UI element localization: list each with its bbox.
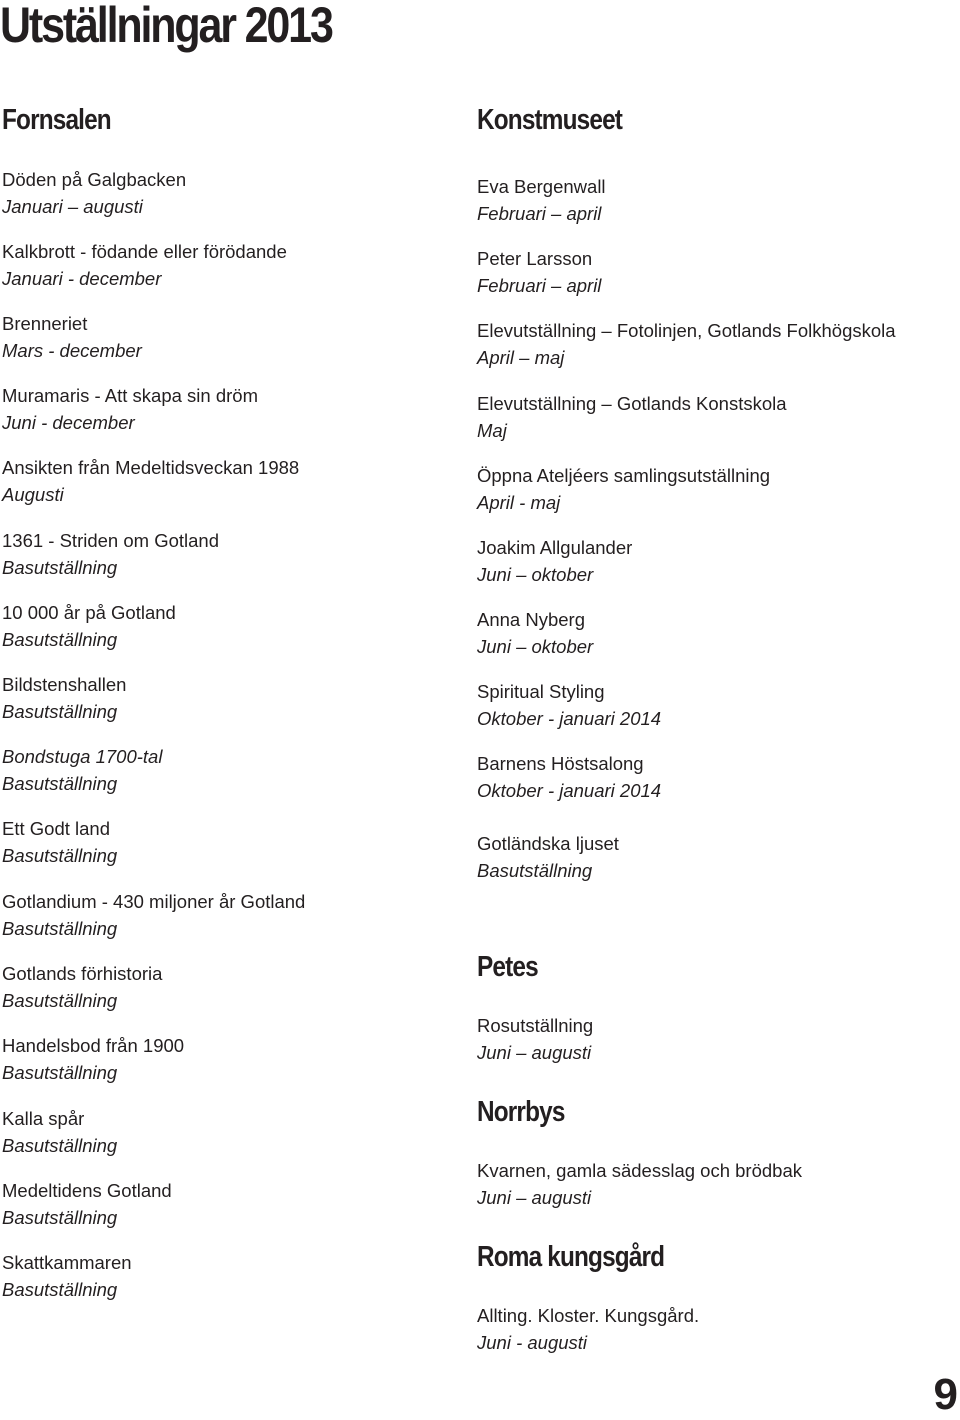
- exhibition-title: Kalla spår: [2, 1108, 85, 1129]
- list-item: [2, 238, 287, 292]
- exhibition-date: Juni - augusti: [477, 1332, 588, 1353]
- list-item: [2, 743, 162, 797]
- section-heading-petes: Petes: [477, 951, 538, 983]
- exhibition-date: Juni – augusti: [477, 1187, 592, 1208]
- exhibition-date: Maj: [477, 420, 507, 441]
- exhibition-title: Ansikten från Medeltidsveckan 1988: [2, 457, 300, 478]
- exhibition-date: Augusti: [2, 484, 64, 505]
- section-heading-konstmuseet: Konstmuseet: [477, 104, 623, 136]
- list-item: [477, 317, 896, 371]
- exhibition-title: Muramaris - Att skapa sin dröm: [2, 385, 258, 406]
- exhibition-title: Rosutställning: [477, 1015, 594, 1036]
- list-item: [2, 1177, 172, 1231]
- list-item: [2, 1105, 117, 1159]
- list-item: [2, 888, 305, 942]
- exhibition-date: Januari - december: [2, 268, 162, 289]
- list-item: [477, 606, 593, 660]
- exhibition-date: Februari – april: [477, 203, 602, 224]
- exhibition-date: Juni - december: [2, 412, 135, 433]
- exhibition-date: Oktober - januari 2014: [477, 780, 662, 801]
- section-heading-norrbys: Norrbys: [477, 1096, 565, 1128]
- exhibition-date: Februari – april: [477, 275, 602, 296]
- exhibition-title: Eva Bergenwall: [477, 176, 606, 197]
- exhibition-title: Skattkammaren: [2, 1252, 132, 1273]
- list-item: [2, 166, 186, 220]
- list-item: [2, 527, 219, 581]
- exhibition-title: Gotlands förhistoria: [2, 963, 163, 984]
- section-heading-fornsalen: Fornsalen: [2, 104, 111, 136]
- list-item: [2, 671, 126, 725]
- list-item: [2, 454, 299, 508]
- list-item: [2, 1032, 184, 1086]
- exhibition-date: Mars - december: [2, 340, 142, 361]
- exhibition-date: Januari – augusti: [2, 196, 143, 217]
- list-item: [2, 310, 142, 364]
- exhibition-date: Juni – augusti: [477, 1042, 592, 1063]
- exhibition-date: Basutställning: [2, 918, 118, 939]
- exhibition-title: Elevutställning – Gotlands Konstskola: [477, 393, 787, 414]
- list-item: [477, 1157, 802, 1211]
- exhibition-date: Basutställning: [2, 773, 118, 794]
- section-heading-roma-kungsgard: Roma kungsgård: [477, 1241, 665, 1273]
- exhibition-date: Juni – oktober: [477, 636, 594, 657]
- exhibition-title: Allting. Kloster. Kungsgård.: [477, 1305, 700, 1326]
- exhibition-title: Ett Godt land: [2, 818, 110, 839]
- exhibition-date: Basutställning: [2, 701, 118, 722]
- exhibition-date: April – maj: [477, 347, 565, 368]
- exhibition-date: Basutställning: [2, 629, 118, 650]
- list-item: [477, 1012, 593, 1066]
- list-item: [477, 462, 770, 516]
- exhibition-title: Medeltidens Gotland: [2, 1180, 172, 1201]
- exhibition-title: Barnens Höstsalong: [477, 753, 644, 774]
- list-item: [477, 750, 661, 804]
- exhibition-title: Peter Larsson: [477, 248, 593, 269]
- list-item: [477, 534, 632, 588]
- exhibition-date: April - maj: [477, 492, 561, 513]
- exhibition-title: Bildstenshallen: [2, 674, 127, 695]
- exhibition-title: 1361 - Striden om Gotland: [2, 530, 219, 551]
- exhibition-date: Juni – oktober: [477, 564, 594, 585]
- exhibition-title: Spiritual Styling: [477, 681, 605, 702]
- list-item: [2, 1249, 132, 1303]
- list-item: [477, 173, 606, 227]
- list-item: [2, 382, 258, 436]
- list-item: [477, 678, 661, 732]
- list-item: [477, 830, 619, 884]
- exhibition-title: Handelsbod från 1900: [2, 1035, 185, 1056]
- exhibition-title: Gotlandium - 430 miljoner år Gotland: [2, 891, 306, 912]
- exhibition-title: Kalkbrott - födande eller förödande: [2, 241, 287, 262]
- exhibition-date: Basutställning: [2, 1062, 118, 1083]
- exhibition-title: Gotländska ljuset: [477, 833, 619, 854]
- exhibition-date: Basutställning: [2, 1135, 118, 1156]
- exhibition-title: Brenneriet: [2, 313, 88, 334]
- exhibition-date: Basutställning: [2, 845, 118, 866]
- exhibition-date: Basutställning: [2, 557, 118, 578]
- exhibition-title: Kvarnen, gamla sädesslag och brödbak: [477, 1160, 802, 1181]
- exhibition-title: Öppna Ateljéers samlingsutställning: [477, 465, 771, 486]
- exhibition-date: Basutställning: [2, 990, 118, 1011]
- list-item: [2, 599, 176, 653]
- exhibition-date: Basutställning: [2, 1207, 118, 1228]
- exhibition-date: Basutställning: [477, 860, 593, 881]
- exhibition-title: Joakim Allgulander: [477, 537, 633, 558]
- exhibition-date: Oktober - januari 2014: [477, 708, 662, 729]
- list-item: [477, 245, 601, 299]
- list-item: [2, 960, 162, 1014]
- page-number: 9: [933, 1370, 958, 1419]
- exhibition-title: 10 000 år på Gotland: [2, 602, 176, 623]
- exhibition-title: Bondstuga 1700-tal: [2, 746, 163, 767]
- exhibition-title: Döden på Galgbacken: [2, 169, 187, 190]
- page-title: Utställningar 2013: [0, 0, 332, 53]
- list-item: [477, 390, 787, 444]
- exhibition-title: Anna Nyberg: [477, 609, 585, 630]
- exhibition-date: Basutställning: [2, 1279, 118, 1300]
- list-item: [2, 815, 117, 869]
- list-item: [477, 1302, 699, 1356]
- exhibition-title: Elevutställning – Fotolinjen, Gotlands Folkhögskola: [477, 320, 896, 341]
